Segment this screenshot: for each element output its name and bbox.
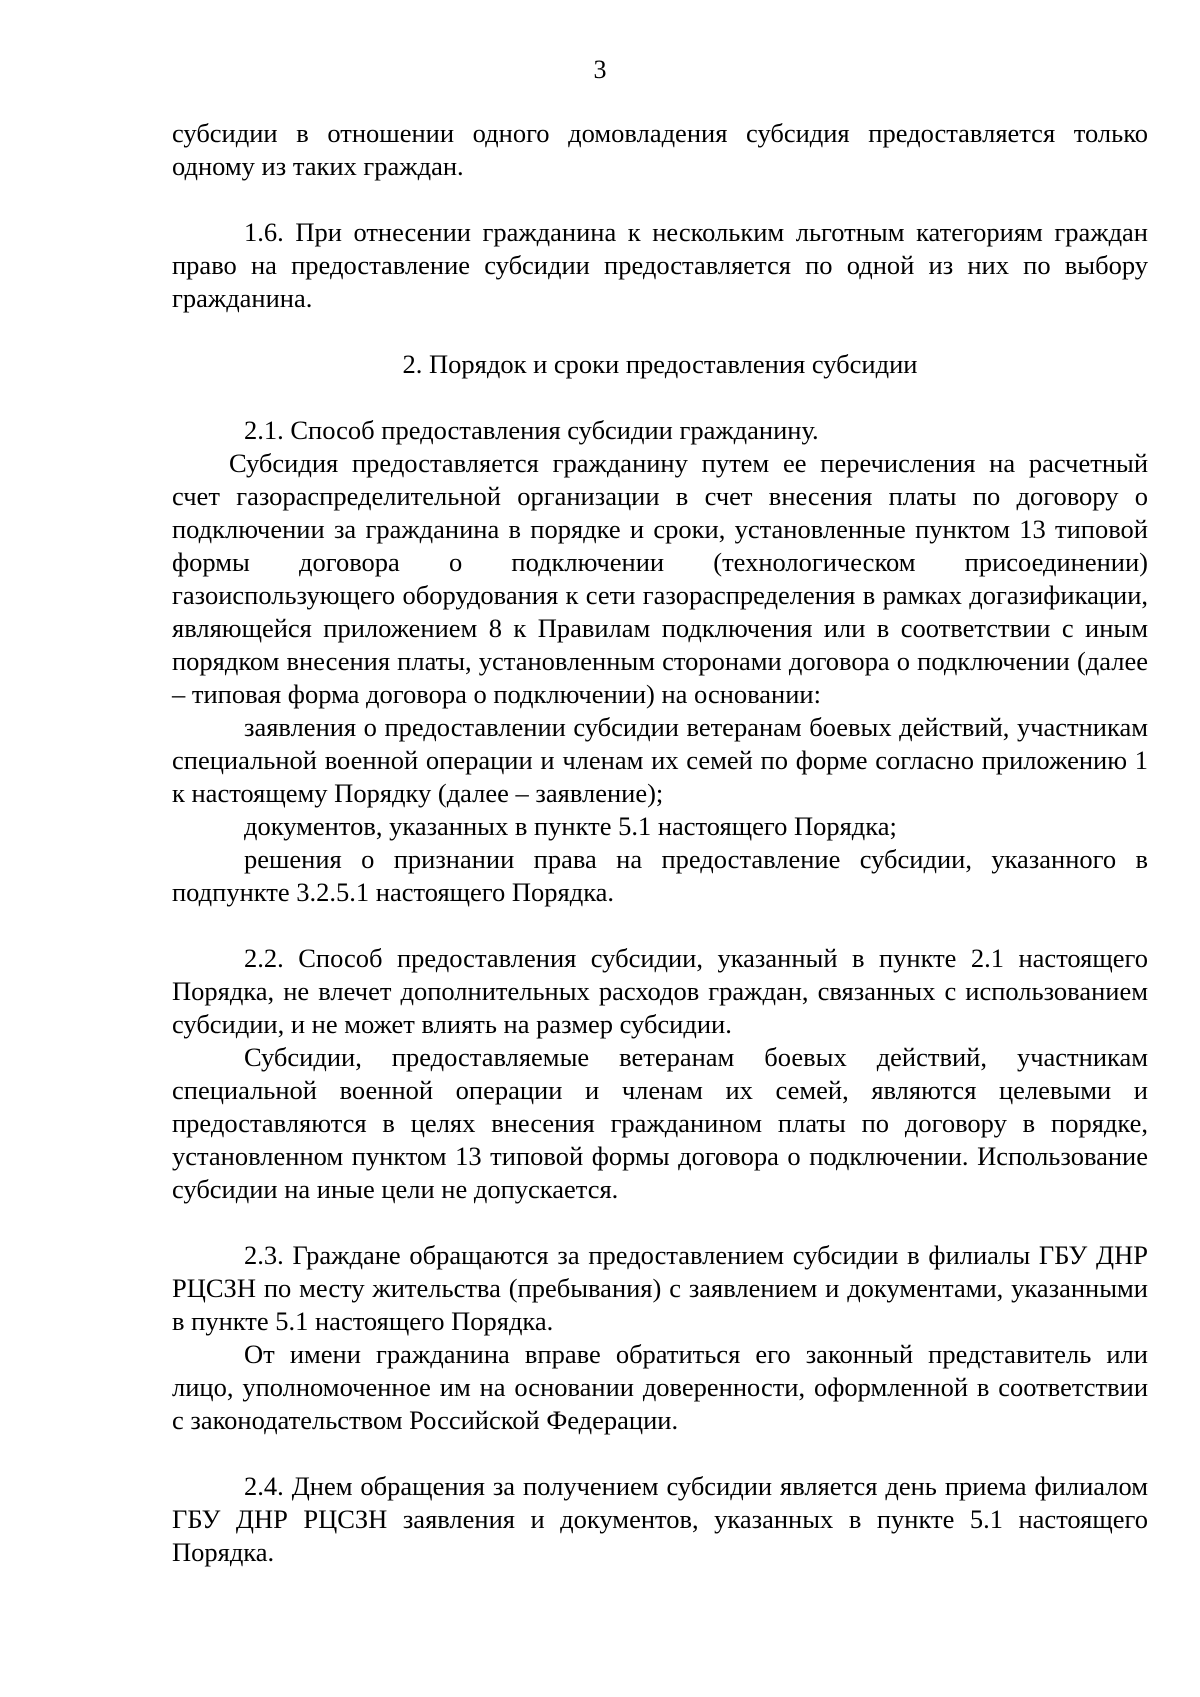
page-number: 3 <box>593 55 607 84</box>
list-item-documents: документов, указанных в пункте 5.1 настоящего Порядка; <box>244 811 897 841</box>
section-heading-2: 2. Порядок и сроки предоставления субсидии <box>402 349 918 379</box>
paragraph-2-1-body: Субсидия предоставляется гражданину путем ее перечисления на расчетный счет газораспределительной организации в счет внесения платы по договору о подключении за гражданина в порядке и сроки, установленные пунктом 13 типовой формы договора о подключении (технологическом присоединении) газоиспользующего оборудования к сети газораспределения в рамках догазификации, являющейся приложением 8 к Правилам подключения или в соответствии с иным порядком внесения платы, установленным сторонами договора о подключении (далее – типовая форма договора о подключении) на основании: <box>172 448 1148 709</box>
paragraph-2-1: 2.1. Способ предоставления субсидии гражданину. <box>244 415 819 445</box>
paragraph-2-3-body: От имени гражданина вправе обратиться его законный представитель или лицо, уполномоченное им на основании доверенности, оформленной в соответствии с законодательством Российской Федерации. <box>172 1339 1148 1435</box>
paragraph-2-4: 2.4. Днем обращения за получением субсидии является день приема филиалом ГБУ ДНР РЦСЗН заявления и документов, указанных в пункте 5.1 настоящего Порядка. <box>172 1471 1148 1567</box>
paragraph-2-2: 2.2. Способ предоставления субсидии, указанный в пункте 2.1 настоящего Порядка, не влечет дополнительных расходов граждан, связанных с использованием субсидии, и не может влиять на размер субсидии. <box>172 943 1148 1039</box>
document-body <box>172 117 1148 1569</box>
paragraph-continuation: субсидии в отношении одного домовладения субсидия предоставляется только одному из таких граждан. <box>172 118 1148 181</box>
paragraph-1-6: 1.6. При отнесении гражданина к нескольким льготным категориям граждан право на предоставление субсидии предоставляется по одной из них по выбору гражданина. <box>172 217 1148 313</box>
list-item-application: заявления о предоставлении субсидии ветеранам боевых действий, участникам специальной военной операции и членам их семей по форме согласно приложению 1 к настоящему Порядку (далее – заявление); <box>172 712 1148 808</box>
paragraph-2-2-body: Субсидии, предоставляемые ветеранам боевых действий, участникам специальной военной операции и членам их семей, являются целевыми и предоставляются в целях внесения гражданином платы по договору в порядке, установленном пунктом 13 типовой формы договора о подключении. Использование субсидии на иные цели не допускается. <box>172 1042 1148 1204</box>
paragraph-2-3: 2.3. Граждане обращаются за предоставлением субсидии в филиалы ГБУ ДНР РЦСЗН по месту жительства (пребывания) с заявлением и документами, указанными в пункте 5.1 настоящего Порядка. <box>172 1240 1148 1336</box>
list-item-decision: решения о признании права на предоставление субсидии, указанного в подпункте 3.2.5.1 настоящего Порядка. <box>172 844 1148 907</box>
